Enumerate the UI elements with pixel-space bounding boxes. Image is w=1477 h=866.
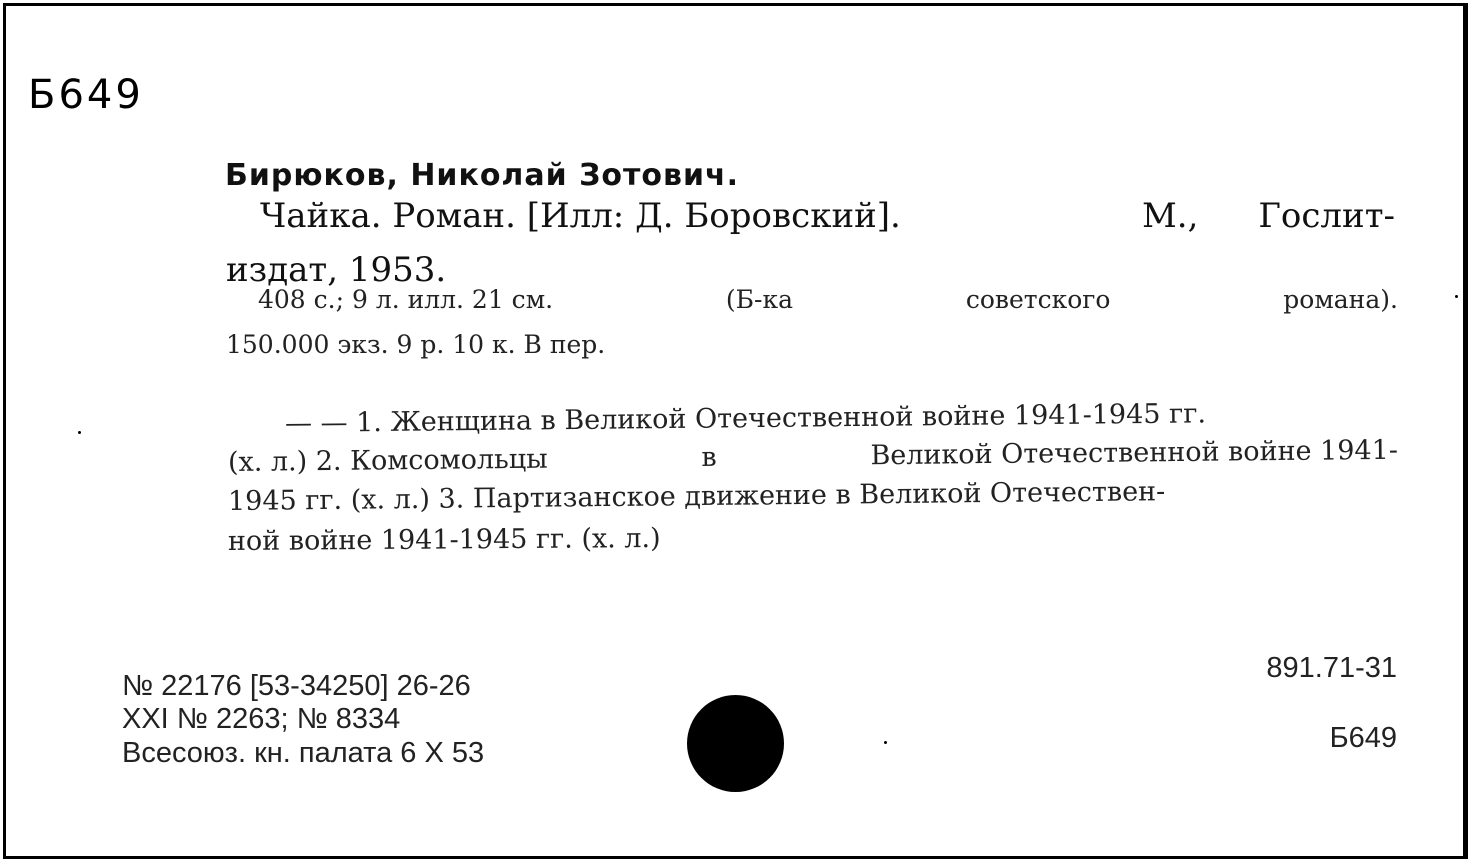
edge-dot bbox=[884, 741, 887, 744]
subject-line-3: 1945 гг. (х. л.) 3. Партизанское движение в Великой Отечествен- bbox=[227, 476, 1166, 517]
class-number: 891.71-31 bbox=[1266, 652, 1397, 684]
title-part-1: Чайка. Роман. [Илл: Д. Боровский]. bbox=[260, 196, 901, 236]
subject-line-1: — — 1. Женщина в Великой Отечественной войне 1941-1945 гг. bbox=[284, 398, 1207, 439]
subject-line-4: ной войне 1941-1945 гг. (х. л.) bbox=[227, 522, 661, 557]
subject-2-a: (х. л.) 2. Комсомольцы bbox=[227, 443, 548, 478]
registry-line-2: XXI № 2263; № 8334 bbox=[122, 703, 401, 735]
physical-extent: 408 с.; 9 л. илл. 21 см. bbox=[258, 285, 554, 314]
physical-line-2: 150.000 экз. 9 р. 10 к. В пер. bbox=[226, 330, 606, 359]
handwritten-code: Б649 bbox=[28, 72, 144, 118]
shelf-mark: Б649 bbox=[1329, 722, 1397, 754]
chamber-stamp: Всесоюз. кн. палата 6 X 53 bbox=[122, 737, 485, 769]
series-mid: советского bbox=[965, 285, 1111, 314]
subject-2-c: Великой Отечественной войне 1941- bbox=[870, 434, 1399, 472]
author-heading: Бирюков, Николай Зотович. bbox=[225, 158, 740, 193]
registry-number: № 22176 [53-34250] 26-26 bbox=[122, 670, 471, 702]
publisher-part: Гослит- bbox=[1258, 196, 1395, 236]
series-close: романа). bbox=[1283, 285, 1398, 314]
title-line-1 bbox=[260, 196, 1395, 236]
physical-line-1 bbox=[258, 285, 1398, 314]
subject-2-b: в bbox=[701, 441, 717, 474]
title-line-2: издат, 1953. bbox=[226, 250, 447, 290]
place: М., bbox=[1141, 196, 1199, 236]
edge-dot bbox=[1455, 295, 1458, 298]
punch-hole bbox=[687, 695, 784, 792]
series-open: (Б-ка bbox=[725, 285, 794, 314]
edge-dot bbox=[78, 431, 81, 434]
